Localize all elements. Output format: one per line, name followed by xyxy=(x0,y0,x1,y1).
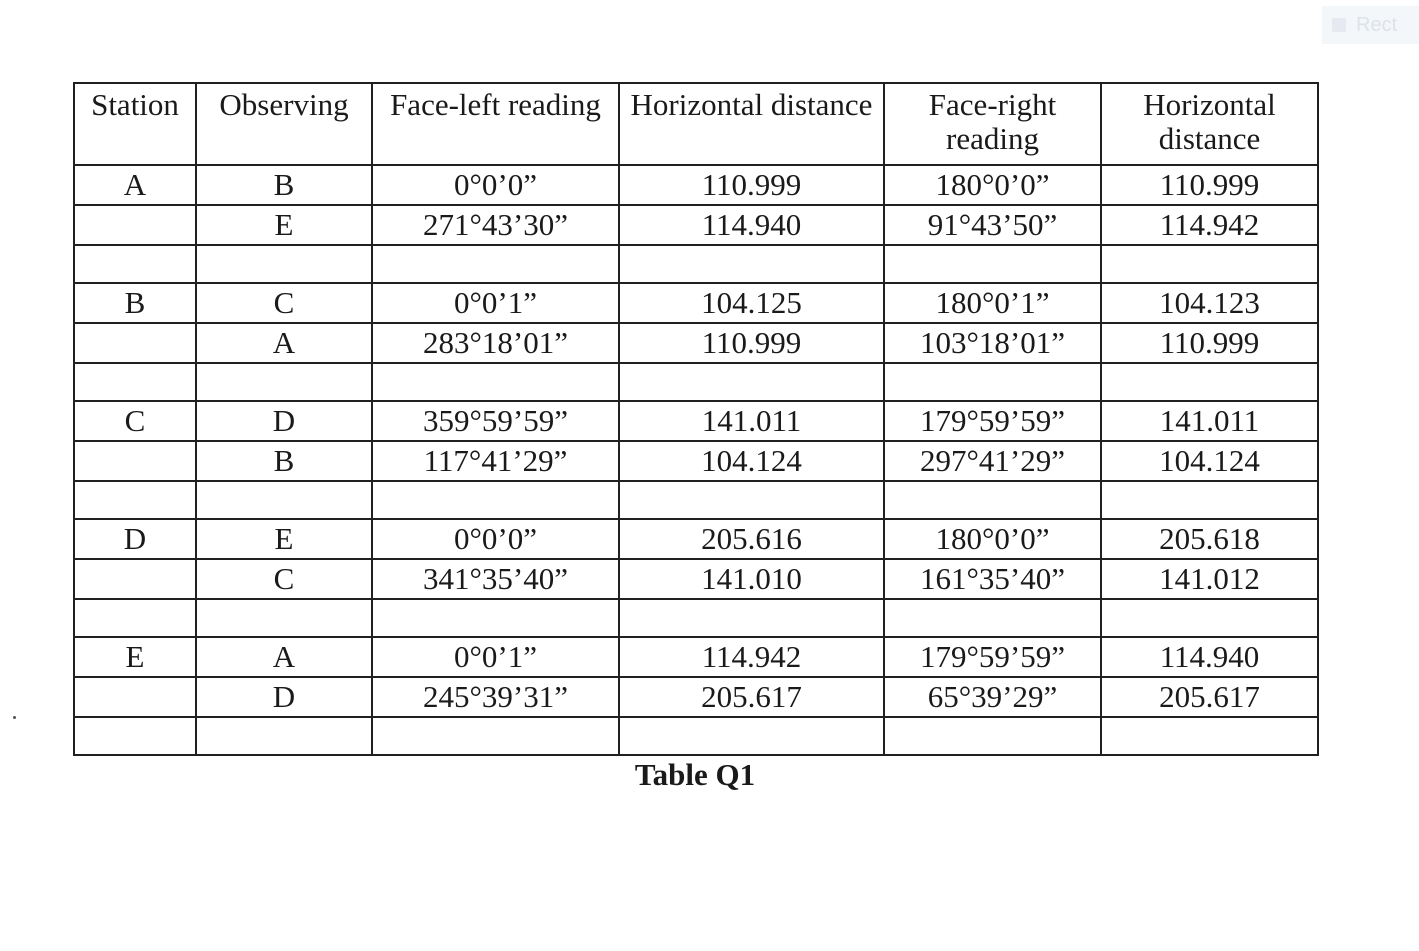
station-cell xyxy=(74,717,196,755)
face-right-reading-cell: 103°18’01” xyxy=(884,323,1101,363)
station-cell: C xyxy=(74,401,196,441)
header-horizontal-distance-right: Horizontal distance xyxy=(1101,83,1318,165)
face-right-reading-cell: 161°35’40” xyxy=(884,559,1101,599)
face-left-reading-cell: 245°39’31” xyxy=(372,677,619,717)
horizontal-distance-right-cell xyxy=(1101,363,1318,401)
table-header-row xyxy=(74,83,1318,165)
observing-cell xyxy=(196,717,372,755)
table-row xyxy=(74,205,1318,245)
horizontal-distance-right-cell: 110.999 xyxy=(1101,165,1318,205)
face-left-reading-cell xyxy=(372,599,619,637)
face-left-reading-cell: 0°0’1” xyxy=(372,637,619,677)
horizontal-distance-left-cell: 141.010 xyxy=(619,559,884,599)
observing-cell: C xyxy=(196,559,372,599)
face-right-reading-cell: 180°0’0” xyxy=(884,519,1101,559)
rectangle-tool-label: Rect xyxy=(1356,13,1398,36)
header-station: Station xyxy=(74,83,196,165)
observing-cell xyxy=(196,363,372,401)
horizontal-distance-right-cell: 205.617 xyxy=(1101,677,1318,717)
horizontal-distance-right-cell xyxy=(1101,599,1318,637)
traverse-readings-table xyxy=(73,82,1319,756)
station-cell xyxy=(74,677,196,717)
horizontal-distance-left-cell: 104.124 xyxy=(619,441,884,481)
scan-speck xyxy=(13,716,16,719)
horizontal-distance-right-cell: 114.940 xyxy=(1101,637,1318,677)
observing-cell: E xyxy=(196,519,372,559)
face-left-reading-cell xyxy=(372,481,619,519)
observing-cell: C xyxy=(196,283,372,323)
station-cell xyxy=(74,481,196,519)
face-left-reading-cell xyxy=(372,245,619,283)
observing-cell: D xyxy=(196,677,372,717)
face-left-reading-cell: 0°0’1” xyxy=(372,283,619,323)
horizontal-distance-right-cell xyxy=(1101,245,1318,283)
face-right-reading-cell xyxy=(884,717,1101,755)
horizontal-distance-right-cell: 205.618 xyxy=(1101,519,1318,559)
horizontal-distance-left-cell xyxy=(619,481,884,519)
face-right-reading-cell xyxy=(884,481,1101,519)
face-right-reading-cell: 91°43’50” xyxy=(884,205,1101,245)
face-right-reading-cell: 179°59’59” xyxy=(884,637,1101,677)
table-row xyxy=(74,283,1318,323)
station-cell xyxy=(74,205,196,245)
observing-cell: E xyxy=(196,205,372,245)
face-right-reading-cell: 180°0’0” xyxy=(884,165,1101,205)
table-row xyxy=(74,441,1318,481)
horizontal-distance-left-cell: 110.999 xyxy=(619,323,884,363)
observing-cell: B xyxy=(196,165,372,205)
horizontal-distance-right-cell: 110.999 xyxy=(1101,323,1318,363)
face-left-reading-cell: 0°0’0” xyxy=(372,165,619,205)
table-row xyxy=(74,401,1318,441)
observing-cell: D xyxy=(196,401,372,441)
face-right-reading-cell xyxy=(884,363,1101,401)
table-spacer-row xyxy=(74,599,1318,637)
face-left-reading-cell: 341°35’40” xyxy=(372,559,619,599)
station-cell: D xyxy=(74,519,196,559)
observing-cell: A xyxy=(196,637,372,677)
station-cell xyxy=(74,363,196,401)
horizontal-distance-left-cell: 205.617 xyxy=(619,677,884,717)
horizontal-distance-left-cell xyxy=(619,599,884,637)
station-cell xyxy=(74,559,196,599)
table-row xyxy=(74,165,1318,205)
horizontal-distance-right-cell xyxy=(1101,717,1318,755)
horizontal-distance-left-cell: 141.011 xyxy=(619,401,884,441)
face-right-reading-cell xyxy=(884,599,1101,637)
horizontal-distance-left-cell: 104.125 xyxy=(619,283,884,323)
face-right-reading-cell: 179°59’59” xyxy=(884,401,1101,441)
horizontal-distance-left-cell xyxy=(619,363,884,401)
observing-cell xyxy=(196,481,372,519)
horizontal-distance-right-cell xyxy=(1101,481,1318,519)
observing-cell xyxy=(196,245,372,283)
face-right-reading-cell: 65°39’29” xyxy=(884,677,1101,717)
face-right-reading-cell xyxy=(884,245,1101,283)
station-cell xyxy=(74,323,196,363)
table-row xyxy=(74,677,1318,717)
horizontal-distance-left-cell: 205.616 xyxy=(619,519,884,559)
face-left-reading-cell xyxy=(372,363,619,401)
header-face-right-reading: Face-right reading xyxy=(884,83,1101,165)
face-left-reading-cell: 117°41’29” xyxy=(372,441,619,481)
observing-cell xyxy=(196,599,372,637)
station-cell: E xyxy=(74,637,196,677)
table-row xyxy=(74,637,1318,677)
horizontal-distance-left-cell xyxy=(619,717,884,755)
horizontal-distance-right-cell: 141.012 xyxy=(1101,559,1318,599)
table-spacer-row xyxy=(74,245,1318,283)
face-left-reading-cell: 271°43’30” xyxy=(372,205,619,245)
table-spacer-row xyxy=(74,717,1318,755)
station-cell xyxy=(74,441,196,481)
table-row xyxy=(74,323,1318,363)
horizontal-distance-right-cell: 114.942 xyxy=(1101,205,1318,245)
table-spacer-row xyxy=(74,481,1318,519)
horizontal-distance-right-cell: 104.123 xyxy=(1101,283,1318,323)
face-left-reading-cell: 0°0’0” xyxy=(372,519,619,559)
table-spacer-row xyxy=(74,363,1318,401)
face-right-reading-cell: 180°0’1” xyxy=(884,283,1101,323)
horizontal-distance-left-cell: 114.940 xyxy=(619,205,884,245)
station-cell xyxy=(74,599,196,637)
rectangle-icon xyxy=(1332,18,1346,32)
face-left-reading-cell: 283°18’01” xyxy=(372,323,619,363)
rectangle-tool-badge[interactable] xyxy=(1322,6,1419,44)
header-observing: Observing xyxy=(196,83,372,165)
horizontal-distance-left-cell xyxy=(619,245,884,283)
table-row xyxy=(74,519,1318,559)
horizontal-distance-right-cell: 104.124 xyxy=(1101,441,1318,481)
horizontal-distance-left-cell: 110.999 xyxy=(619,165,884,205)
header-face-left-reading: Face-left reading xyxy=(372,83,619,165)
station-cell: B xyxy=(74,283,196,323)
observing-cell: A xyxy=(196,323,372,363)
face-right-reading-cell: 297°41’29” xyxy=(884,441,1101,481)
station-cell: A xyxy=(74,165,196,205)
table-caption: Table Q1 xyxy=(634,757,756,792)
face-left-reading-cell: 359°59’59” xyxy=(372,401,619,441)
table-row xyxy=(74,559,1318,599)
face-left-reading-cell xyxy=(372,717,619,755)
station-cell xyxy=(74,245,196,283)
table-body xyxy=(74,165,1318,755)
header-horizontal-distance-left: Horizontal distance xyxy=(619,83,884,165)
horizontal-distance-left-cell: 114.942 xyxy=(619,637,884,677)
horizontal-distance-right-cell: 141.011 xyxy=(1101,401,1318,441)
observing-cell: B xyxy=(196,441,372,481)
